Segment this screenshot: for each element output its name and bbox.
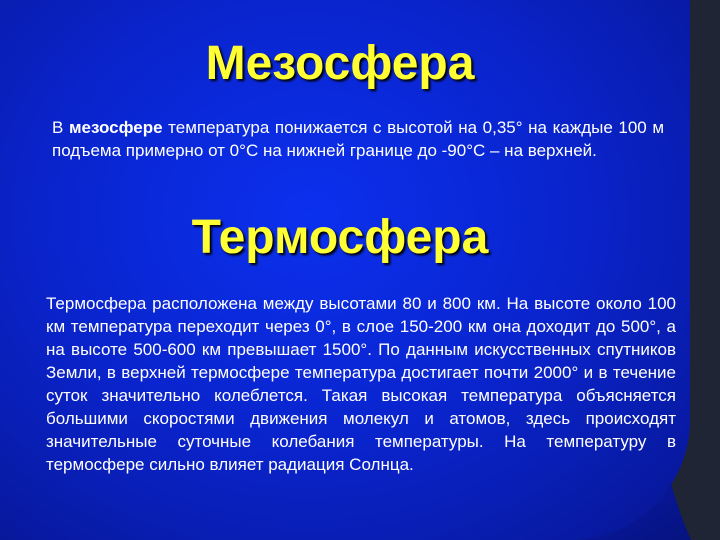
mesosphere-paragraph-prefix: В (52, 118, 69, 137)
mesosphere-paragraph (52, 116, 664, 162)
mesosphere-paragraph-rest: температура понижается с высотой на 0,35° на каждые 100 м подъема примерно от 0°С на нижней границе до ‑90°С – на верхней. (52, 118, 665, 160)
mesosphere-paragraph-bold: мезосфере (68, 118, 163, 137)
thermosphere-paragraph: Термосфера расположена между высотами 80 и 800 км. На высоте около 100 км температура переходит через 0°, в слое 150-200 км она доходит до 500°, а на высоте 500-600 км превышает 1500°. По данным искусственных спутников Земли, в верхней термосфере температура достигает почти 2000° и в течение суток значительно колеблется. Такая высокая температура объясняется большими скоростями движения молекул и атомов, здесь происходят значительные суточные колебания температуры. На температуру в термосфере сильно влияет радиация Солнца. (46, 294, 676, 474)
thermosphere-title: Термосфера (191, 211, 489, 264)
mesosphere-title: Мезосфера (205, 37, 475, 90)
